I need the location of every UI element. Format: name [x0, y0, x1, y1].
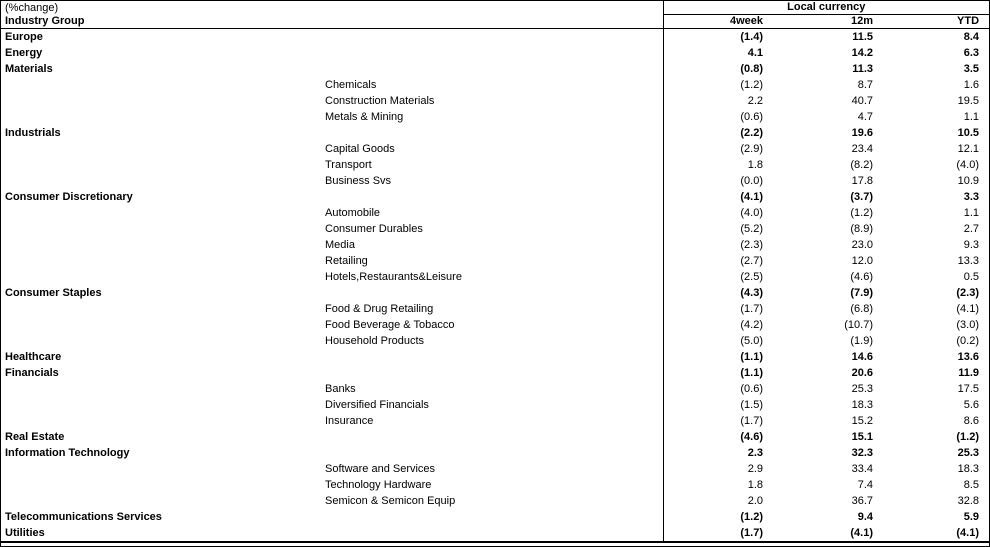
sector-name-empty	[1, 333, 323, 349]
subindustry-name: Chemicals	[325, 79, 377, 91]
value-4week: (5.0)	[663, 333, 773, 349]
value-ytd: 0.5	[963, 271, 980, 283]
sector-name: Information Technology	[5, 447, 130, 459]
subindustry-name-empty	[323, 45, 663, 61]
value-4week: (1.5)	[663, 397, 773, 413]
table-row	[1, 509, 989, 525]
value-ytd: 10.5	[957, 127, 980, 139]
footer-rule	[1, 542, 989, 547]
subindustry-name-empty	[323, 349, 663, 365]
table-row	[1, 29, 989, 46]
table-row	[1, 141, 989, 157]
value-4week: (2.2)	[663, 125, 773, 141]
subindustry-name-empty	[323, 61, 663, 77]
value-4week: (1.2)	[663, 77, 773, 93]
value-12m: 18.3	[851, 399, 873, 411]
value-4week: (1.7)	[663, 525, 773, 542]
performance-grid	[1, 1, 989, 542]
subindustry-name-empty	[323, 189, 663, 205]
table-row	[1, 381, 989, 397]
value-12m: 9.4	[857, 511, 873, 523]
sector-name-empty	[1, 461, 323, 477]
value-12m: 14.6	[851, 351, 873, 363]
table-row	[1, 173, 989, 189]
column-header-4week: 4week	[663, 15, 773, 29]
value-4week: (2.3)	[663, 237, 773, 253]
value-4week: 2.3	[663, 445, 773, 461]
value-12m: 15.1	[851, 431, 873, 443]
value-12m: 25.3	[851, 383, 873, 395]
table-row	[1, 77, 989, 93]
value-ytd: (4.1)	[956, 303, 980, 315]
sector-name: Energy	[5, 47, 43, 59]
value-12m: 11.5	[852, 31, 873, 43]
column-header-ytd: YTD	[883, 15, 989, 29]
table-row	[1, 125, 989, 141]
local-currency-header: Local currency	[663, 1, 989, 15]
value-ytd: (0.2)	[956, 335, 980, 347]
value-4week: (4.1)	[663, 189, 773, 205]
value-ytd: 5.6	[963, 399, 980, 411]
value-4week: 2.9	[663, 461, 773, 477]
subindustry-name: Banks	[325, 383, 356, 395]
subindustry-name: Business Svs	[325, 175, 392, 187]
sector-name: Industrials	[5, 127, 61, 139]
value-4week: (0.6)	[663, 109, 773, 125]
table-row	[1, 237, 989, 253]
table-row	[1, 429, 989, 445]
value-12m: 33.4	[851, 463, 873, 475]
subindustry-name: Software and Services	[325, 463, 436, 475]
table-row	[1, 253, 989, 269]
value-ytd: 13.3	[957, 255, 980, 267]
subindustry-name: Insurance	[325, 415, 374, 427]
value-4week: (0.0)	[663, 173, 773, 189]
value-ytd: 19.5	[957, 95, 980, 107]
table-row	[1, 333, 989, 349]
subindustry-name: Diversified Financials	[325, 399, 429, 411]
table-row	[1, 349, 989, 365]
subindustry-name-empty	[323, 125, 663, 141]
value-4week: (5.2)	[663, 221, 773, 237]
value-ytd: (1.2)	[956, 431, 980, 443]
value-4week: (1.7)	[663, 413, 773, 429]
value-4week: 2.2	[663, 93, 773, 109]
table-row	[1, 205, 989, 221]
value-12m: 11.3	[852, 63, 873, 75]
table-body	[1, 29, 989, 542]
sector-name-empty	[1, 397, 323, 413]
value-ytd: (2.3)	[956, 287, 980, 299]
header-spacer	[323, 1, 663, 15]
subindustry-name-empty	[323, 445, 663, 461]
value-ytd: 1.1	[963, 111, 980, 123]
value-ytd: 10.9	[957, 175, 980, 187]
value-12m: 20.6	[851, 367, 873, 379]
subindustry-name: Technology Hardware	[325, 479, 432, 491]
value-12m: 8.7	[857, 79, 873, 91]
value-12m: 4.7	[857, 111, 873, 123]
sector-name-empty	[1, 317, 323, 333]
sector-name: Europe	[5, 31, 43, 43]
sector-name-empty	[1, 477, 323, 493]
table-row	[1, 413, 989, 429]
value-12m: (8.2)	[850, 159, 873, 171]
value-12m: 40.7	[851, 95, 873, 107]
value-ytd: 32.8	[957, 495, 980, 507]
value-4week: (1.7)	[663, 301, 773, 317]
value-4week: (4.2)	[663, 317, 773, 333]
sector-name-empty	[1, 413, 323, 429]
sector-name-empty	[1, 269, 323, 285]
value-4week: (1.1)	[663, 365, 773, 381]
value-4week: 1.8	[663, 157, 773, 173]
value-4week: (2.7)	[663, 253, 773, 269]
subindustry-name-empty	[323, 429, 663, 445]
table-row	[1, 45, 989, 61]
value-ytd: 11.9	[958, 367, 980, 379]
table-row	[1, 189, 989, 205]
value-ytd: 3.3	[963, 191, 980, 203]
value-ytd: 6.3	[963, 47, 980, 59]
value-4week: (2.9)	[663, 141, 773, 157]
value-ytd: 8.5	[963, 479, 980, 491]
sector-name-empty	[1, 253, 323, 269]
value-ytd: 17.5	[957, 383, 980, 395]
sector-name-empty	[1, 301, 323, 317]
sector-name: Telecommunications Services	[5, 511, 162, 523]
table-row	[1, 461, 989, 477]
subindustry-name: Media	[325, 239, 355, 251]
value-12m: 32.3	[851, 447, 873, 459]
value-4week: (1.1)	[663, 349, 773, 365]
subindustry-name: Retailing	[325, 255, 368, 267]
value-ytd: 1.6	[963, 79, 980, 91]
sector-name: Utilities	[1, 525, 323, 542]
table-row	[1, 93, 989, 109]
value-12m: (1.9)	[850, 335, 873, 347]
value-12m: (3.7)	[850, 191, 873, 203]
sector-name-empty	[1, 173, 323, 189]
sector-name-empty	[1, 237, 323, 253]
sector-name-empty	[1, 77, 323, 93]
value-4week: (4.6)	[663, 429, 773, 445]
table-row	[1, 317, 989, 333]
table-row	[1, 365, 989, 381]
sector-name-empty	[1, 205, 323, 221]
subindustry-name: Semicon & Semicon Equip	[325, 495, 456, 507]
subindustry-name: Household Products	[325, 335, 425, 347]
sector-name-empty	[1, 141, 323, 157]
value-4week: (2.5)	[663, 269, 773, 285]
subindustry-name: Automobile	[325, 207, 381, 219]
value-4week: 2.0	[663, 493, 773, 509]
table-row	[1, 445, 989, 461]
value-12m: 15.2	[851, 415, 873, 427]
value-12m: (1.2)	[850, 207, 873, 219]
value-4week: (0.8)	[663, 61, 773, 77]
table-row	[1, 525, 989, 542]
value-ytd: 8.4	[963, 31, 980, 43]
value-ytd: 13.6	[957, 351, 980, 363]
subindustry-name-empty	[323, 365, 663, 381]
subindustry-name: Food & Drug Retailing	[325, 303, 434, 315]
table-row	[1, 397, 989, 413]
sector-name: Consumer Discretionary	[5, 191, 133, 203]
subindustry-name-empty	[323, 285, 663, 301]
value-ytd: 12.1	[957, 143, 980, 155]
subindustry-name: Consumer Durables	[325, 223, 423, 235]
sector-name: Financials	[5, 367, 59, 379]
table-row	[1, 61, 989, 77]
value-ytd: 2.7	[963, 223, 980, 235]
value-ytd: (3.0)	[956, 319, 980, 331]
header-row-columns	[1, 15, 989, 29]
subindustry-name: Metals & Mining	[325, 111, 404, 123]
sector-name-empty	[1, 109, 323, 125]
subindustry-name: Food Beverage & Tobacco	[325, 319, 455, 331]
value-ytd: (4.1)	[883, 525, 989, 542]
value-12m: 19.6	[851, 127, 873, 139]
value-ytd: (4.0)	[956, 159, 980, 171]
value-12m: (7.9)	[850, 287, 873, 299]
table-row	[1, 493, 989, 509]
sector-name: Materials	[5, 63, 53, 75]
table-row	[1, 109, 989, 125]
value-12m: 23.4	[851, 143, 873, 155]
value-4week: (4.3)	[663, 285, 773, 301]
value-12m: (4.6)	[850, 271, 873, 283]
value-12m: (8.9)	[850, 223, 873, 235]
value-ytd: 8.6	[963, 415, 980, 427]
sector-name-empty	[1, 493, 323, 509]
value-12m: 23.0	[851, 239, 873, 251]
sector-name-empty	[1, 93, 323, 109]
table-row	[1, 157, 989, 173]
sector-name: Consumer Staples	[5, 287, 102, 299]
sector-name-empty	[1, 381, 323, 397]
table-row	[1, 285, 989, 301]
sector-name: Healthcare	[5, 351, 62, 363]
value-12m: (4.1)	[773, 525, 883, 542]
value-4week: (4.0)	[663, 205, 773, 221]
subindustry-name: Hotels,Restaurants&Leisure	[325, 271, 462, 283]
table-row	[1, 269, 989, 285]
header-row-unit	[1, 1, 989, 15]
value-4week: (0.6)	[663, 381, 773, 397]
value-ytd: 1.1	[963, 207, 980, 219]
value-ytd: 3.5	[963, 63, 980, 75]
value-12m: 14.2	[851, 47, 873, 59]
table-row	[1, 301, 989, 317]
table-row	[1, 477, 989, 493]
value-ytd: 25.3	[957, 447, 980, 459]
subindustry-name-empty	[323, 525, 663, 542]
column-header-12m: 12m	[773, 15, 883, 29]
subindustry-name-empty	[323, 509, 663, 525]
value-12m: 12.0	[851, 255, 873, 267]
subindustry-name: Transport	[325, 159, 372, 171]
value-ytd: 5.9	[963, 511, 980, 523]
value-12m: (10.7)	[844, 319, 873, 331]
subindustry-header-spacer	[323, 15, 663, 29]
value-4week: 1.8	[663, 477, 773, 493]
sector-name: Real Estate	[5, 431, 65, 443]
subindustry-name: Capital Goods	[325, 143, 395, 155]
value-12m: (6.8)	[850, 303, 873, 315]
table-row	[1, 221, 989, 237]
subindustry-name-empty	[323, 29, 663, 46]
percent-change-label: (%change)	[5, 1, 59, 14]
value-ytd: 9.3	[963, 239, 980, 251]
sector-name-empty	[1, 221, 323, 237]
value-4week: 4.1	[663, 45, 773, 61]
value-12m: 17.8	[851, 175, 873, 187]
value-4week: (1.2)	[663, 509, 773, 525]
subindustry-name: Construction Materials	[325, 95, 435, 107]
value-ytd: 18.3	[957, 463, 980, 475]
sector-name-empty	[1, 157, 323, 173]
industry-group-header: Industry Group	[1, 15, 323, 29]
value-12m: 36.7	[851, 495, 873, 507]
value-12m: 7.4	[857, 479, 873, 491]
value-4week: (1.4)	[663, 29, 773, 46]
